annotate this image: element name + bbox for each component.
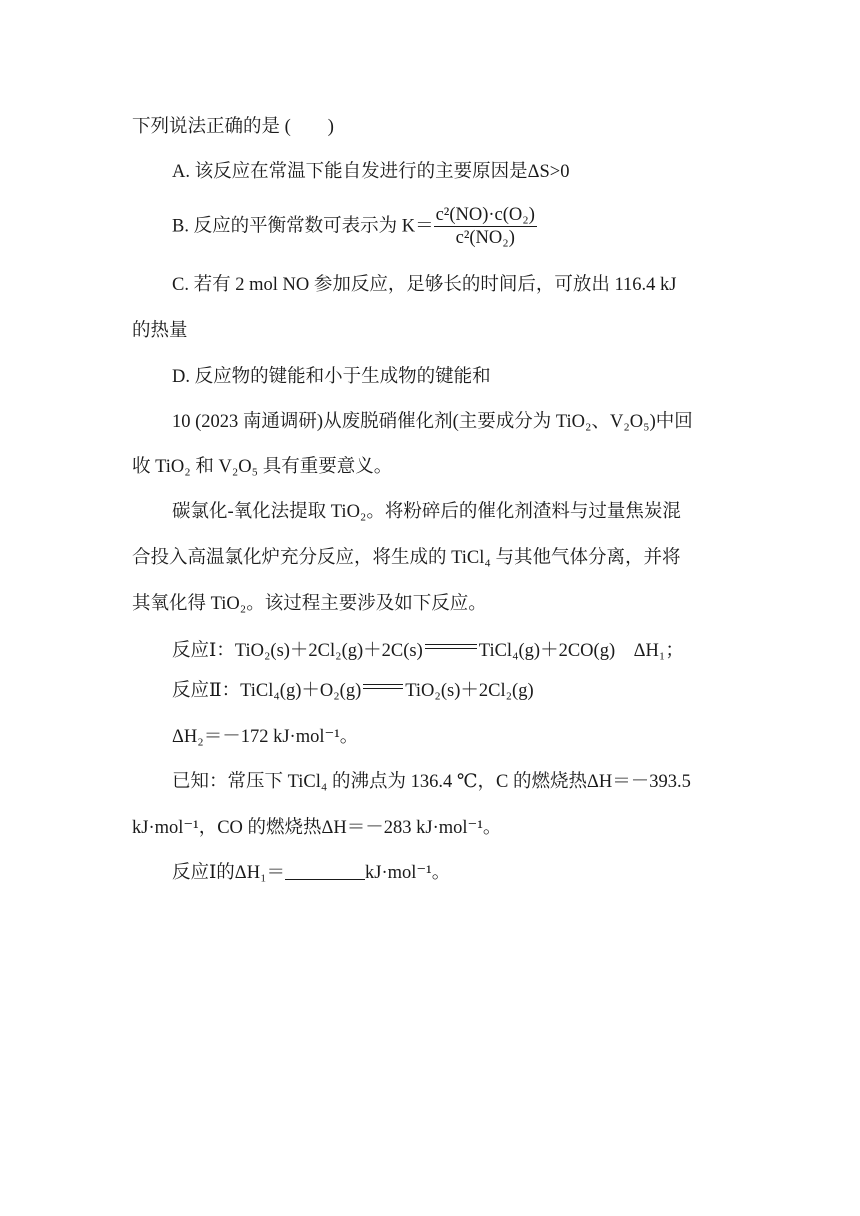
- option-b-prefix: B. 反应的平衡常数可表示为 K＝: [172, 216, 434, 237]
- reaction-2-reactants: TiCl₄(g)＋O₂(g): [240, 681, 362, 701]
- option-d: D. 反应物的键能和小于生成物的键能和: [172, 367, 491, 387]
- q10-para-line3: 其氧化得 TiO₂。该过程主要涉及如下反应。: [132, 594, 487, 614]
- reaction-1-label: 反应Ⅰ：: [172, 641, 235, 661]
- q10-para-line1: 碳氯化-氧化法提取 TiO₂。将粉碎后的催化剂渣料与过量焦炭混: [172, 502, 681, 522]
- reaction-2-label: 反应Ⅱ：: [172, 681, 241, 701]
- reaction-1-reactants: TiO₂(s)＋2Cl₂(g)＋2C(s): [234, 641, 423, 661]
- question-stem: 下列说法正确的是 ( ): [132, 117, 334, 137]
- equals-sign: [363, 683, 403, 693]
- known-line2: kJ·mol⁻¹，CO 的燃烧热ΔH＝－283 kJ·mol⁻¹。: [132, 818, 502, 838]
- fraction-numerator: c²(NO)·c(O₂): [435, 205, 535, 225]
- known-line1: 已知：常压下 TiCl₄ 的沸点为 136.4 ℃，C 的燃烧热ΔH＝－393.5: [172, 772, 691, 792]
- q10-line1: 10 (2023 南通调研)从废脱硝催化剂(主要成分为 TiO₂、V₂O₅)中回: [172, 412, 693, 432]
- option-a: A. 该反应在常温下能自发进行的主要原因是ΔS>0: [172, 162, 570, 182]
- fraction-denominator: c²(NO₂): [455, 228, 515, 248]
- q10-line2: 收 TiO₂ 和 V₂O₅ 具有重要意义。: [132, 457, 393, 477]
- reaction-2-products: TiO₂(s)＋2Cl₂(g): [405, 681, 534, 701]
- answer-blank[interactable]: [285, 861, 365, 880]
- ask-suffix: kJ·mol⁻¹。: [365, 863, 451, 883]
- reaction-1: [172, 638, 684, 664]
- option-c-line2: 的热量: [132, 321, 188, 341]
- option-b: [172, 204, 537, 249]
- equilibrium-constant-fraction: [434, 204, 537, 249]
- ask-prefix: 反应Ⅰ的ΔH₁＝: [172, 863, 286, 883]
- question-ask: [172, 860, 450, 886]
- option-c-line1: C. 若有 2 mol NO 参加反应，足够长的时间后，可放出 116.4 kJ: [172, 275, 677, 295]
- reaction-1-products: TiCl₄(g)＋2CO(g) ΔH₁；: [478, 641, 684, 661]
- q10-para-line2: 合投入高温氯化炉充分反应，将生成的 TiCl₄ 与其他气体分离，并将: [132, 548, 681, 568]
- equilibrium-sign: [425, 643, 477, 653]
- delta-h2: ΔH₂＝－172 kJ·mol⁻¹。: [172, 727, 359, 747]
- reaction-2: [172, 678, 534, 704]
